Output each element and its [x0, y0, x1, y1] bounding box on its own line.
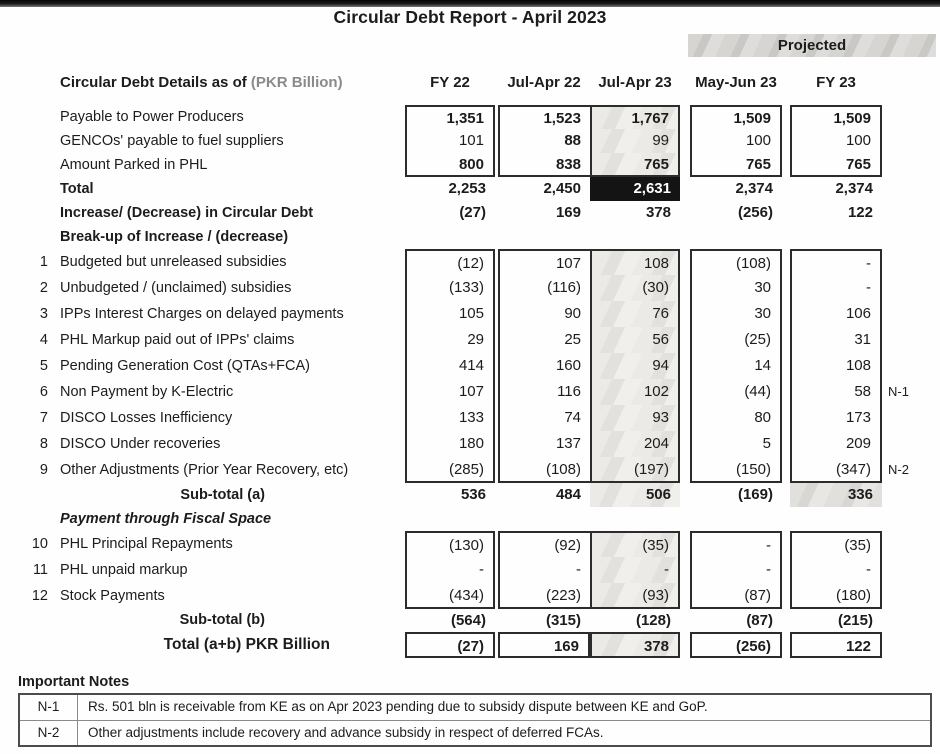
cell-fy22: (133)	[405, 275, 495, 301]
cell-fy23: 336	[790, 483, 882, 507]
section-heading-breakup	[0, 225, 940, 249]
column-header-julapr23: Jul-Apr 23	[598, 74, 672, 91]
table-row	[0, 583, 940, 609]
cell-fy23: (35)	[790, 531, 882, 557]
cell-fy23: 765	[790, 153, 882, 177]
cell-julapr22: (116)	[498, 275, 590, 301]
row-label: Payable to Power Producers	[60, 109, 244, 125]
row-label: Budgeted but unreleased subsidies	[60, 254, 287, 270]
cell-mayjun23: (87)	[746, 612, 773, 629]
cell-julapr23: 99	[590, 129, 680, 153]
table-row	[0, 405, 940, 431]
column-header-mayjun23: May-Jun 23	[695, 74, 777, 91]
cell-fy22: (285)	[405, 457, 495, 483]
cell-fy22: -	[405, 557, 495, 583]
cell-fy22: 2,253	[448, 180, 486, 197]
row-number: 12	[31, 588, 48, 604]
cell-mayjun23: (25)	[690, 327, 782, 353]
cell-julapr23: 93	[590, 405, 680, 431]
notes-table	[18, 693, 932, 747]
row-number: 6	[39, 384, 48, 400]
cell-mayjun23: (150)	[690, 457, 782, 483]
cell-fy23: 1,509	[790, 105, 882, 129]
report-title: Circular Debt Report - April 2023	[333, 7, 607, 27]
note-id: N-1	[20, 695, 78, 720]
table-row	[0, 153, 940, 177]
table-row	[0, 105, 940, 129]
table-row	[0, 457, 940, 483]
cell-julapr23: 76	[590, 301, 680, 327]
table-row	[0, 327, 940, 353]
report-table	[0, 105, 940, 658]
notes-heading: Important Notes	[18, 674, 130, 690]
cell-julapr22: (315)	[545, 612, 581, 629]
header-label-text: Circular Debt Details as of	[60, 74, 247, 91]
note-row	[20, 695, 930, 720]
cell-julapr23: (35)	[590, 531, 680, 557]
note-text: Rs. 501 bln is receivable from KE as on Apr 2023 pending due to subsidy dispute between KE and GoP.	[88, 699, 708, 714]
cell-julapr23: 506	[590, 483, 680, 507]
table-row-subtotal-a	[0, 483, 940, 507]
cell-julapr22: 88	[498, 129, 590, 153]
cell-mayjun23: 30	[690, 275, 782, 301]
table-row	[0, 557, 940, 583]
column-header-fy22: FY 22	[430, 74, 470, 91]
cell-fy23: 108	[790, 353, 882, 379]
cell-julapr23: 378	[590, 632, 680, 658]
cell-mayjun23: (169)	[737, 486, 773, 503]
column-header-julapr22: Jul-Apr 22	[507, 74, 581, 91]
table-row	[0, 531, 940, 557]
cell-julapr23: 765	[590, 153, 680, 177]
cell-mayjun23: 1,509	[690, 105, 782, 129]
cell-julapr22: 838	[498, 153, 590, 177]
row-number: 3	[39, 306, 48, 322]
cell-julapr23: (128)	[635, 612, 671, 629]
table-row	[0, 301, 940, 327]
cell-fy22: 29	[405, 327, 495, 353]
cell-fy23: (215)	[837, 612, 873, 629]
cell-fy23: 58	[790, 379, 882, 405]
cell-mayjun23: 14	[690, 353, 782, 379]
cell-fy22: 180	[405, 431, 495, 457]
row-label: Total	[60, 181, 94, 197]
cell-julapr22: (223)	[498, 583, 590, 609]
row-number: 1	[39, 254, 48, 270]
cell-fy23: 106	[790, 301, 882, 327]
cell-fy22: (27)	[405, 632, 495, 658]
cell-julapr22: 484	[555, 486, 581, 503]
cell-fy23: 100	[790, 129, 882, 153]
header-unit-text: (PKR Billion)	[250, 74, 343, 91]
cell-fy23: (180)	[790, 583, 882, 609]
cell-fy23: -	[790, 249, 882, 275]
important-notes-section	[18, 674, 932, 747]
cell-mayjun23: (44)	[690, 379, 782, 405]
row-number: 11	[32, 562, 48, 578]
cell-mayjun23: -	[690, 557, 782, 583]
table-row-grand-total	[0, 632, 940, 658]
row-label: Unbudgeted / (unclaimed) subsidies	[60, 280, 292, 296]
cell-mayjun23: (108)	[690, 249, 782, 275]
cell-fy23: 122	[790, 632, 882, 658]
cell-fy22: (564)	[450, 612, 486, 629]
row-label: DISCO Losses Inefficiency	[60, 410, 233, 426]
row-number: 8	[39, 436, 48, 452]
cell-fy23: 2,374	[835, 180, 873, 197]
note-reference: N-2	[888, 462, 909, 477]
cell-mayjun23: 765	[690, 153, 782, 177]
row-number: 2	[39, 280, 48, 296]
cell-julapr23: 204	[590, 431, 680, 457]
cell-julapr23: (93)	[590, 583, 680, 609]
cell-julapr22: 25	[498, 327, 590, 353]
cell-julapr22: 137	[498, 431, 590, 457]
section-heading-label: Payment through Fiscal Space	[60, 511, 272, 527]
row-label: PHL unpaid markup	[60, 562, 188, 578]
cell-fy22: 800	[405, 153, 495, 177]
projected-banner: Projected	[688, 34, 936, 57]
row-label: Sub-total (b)	[179, 612, 265, 628]
cell-fy22: (434)	[405, 583, 495, 609]
table-row	[0, 275, 940, 301]
cell-mayjun23: (256)	[690, 632, 782, 658]
cell-fy23: 122	[847, 204, 873, 221]
cell-fy22: 107	[405, 379, 495, 405]
cell-fy23: 173	[790, 405, 882, 431]
cell-fy22: 133	[405, 405, 495, 431]
row-label: DISCO Under recoveries	[60, 436, 221, 452]
cell-julapr22: 160	[498, 353, 590, 379]
row-number: 7	[39, 410, 48, 426]
table-row-total	[0, 177, 940, 201]
row-label: GENCOs' payable to fuel suppliers	[60, 133, 284, 149]
cell-fy22: (130)	[405, 531, 495, 557]
row-number: 4	[39, 332, 48, 348]
row-label: PHL Principal Repayments	[60, 536, 233, 552]
row-label: IPPs Interest Charges on delayed payments	[60, 306, 344, 322]
cell-fy23: 209	[790, 431, 882, 457]
table-row	[0, 379, 940, 405]
cell-mayjun23: 5	[690, 431, 782, 457]
row-number: 10	[31, 536, 48, 552]
cell-julapr23: 378	[645, 204, 671, 221]
table-row-subtotal-b	[0, 609, 940, 632]
table-header-row	[0, 74, 940, 96]
row-label: Total (a+b) PKR Billion	[163, 636, 330, 653]
cell-julapr22: 169	[555, 204, 581, 221]
cell-mayjun23: -	[690, 531, 782, 557]
cell-fy22: 105	[405, 301, 495, 327]
section-heading-label: Break-up of Increase / (decrease)	[60, 229, 289, 245]
cell-fy22: 536	[460, 486, 486, 503]
cell-julapr23: 94	[590, 353, 680, 379]
cell-fy23: -	[790, 275, 882, 301]
row-number: 5	[39, 358, 48, 374]
row-label: PHL Markup paid out of IPPs' claims	[60, 332, 295, 348]
cell-julapr23: -	[590, 557, 680, 583]
row-label: Other Adjustments (Prior Year Recovery, etc)	[60, 462, 349, 478]
cell-fy22: (12)	[405, 249, 495, 275]
cell-julapr23: 108	[590, 249, 680, 275]
column-header-fy23: FY 23	[816, 74, 856, 91]
cell-fy23: (347)	[790, 457, 882, 483]
cell-julapr23: (197)	[590, 457, 680, 483]
cell-mayjun23: 2,374	[735, 180, 773, 197]
cell-fy22: 101	[405, 129, 495, 153]
row-number: 9	[39, 462, 48, 478]
cell-fy22: (27)	[459, 204, 486, 221]
cell-julapr23: 102	[590, 379, 680, 405]
cell-julapr22: 116	[498, 379, 590, 405]
note-id: N-2	[20, 721, 78, 745]
cell-julapr22: 1,523	[498, 105, 590, 129]
cell-julapr23: 56	[590, 327, 680, 353]
cell-mayjun23: (256)	[737, 204, 773, 221]
row-label: Increase/ (Decrease) in Circular Debt	[60, 205, 314, 221]
section-heading-fiscal-space	[0, 507, 940, 531]
cell-mayjun23: 30	[690, 301, 782, 327]
row-label: Sub-total (a)	[180, 487, 265, 503]
table-row	[0, 353, 940, 379]
cell-fy22: 1,351	[405, 105, 495, 129]
cell-mayjun23: 80	[690, 405, 782, 431]
cell-julapr22: 90	[498, 301, 590, 327]
cell-julapr23-highlighted: 2,631	[590, 177, 680, 201]
cell-fy22: 414	[405, 353, 495, 379]
cell-mayjun23: 100	[690, 129, 782, 153]
cell-julapr22: (108)	[498, 457, 590, 483]
cell-fy23: -	[790, 557, 882, 583]
note-row	[20, 720, 930, 745]
cell-julapr22: 74	[498, 405, 590, 431]
scan-edge-artifact	[0, 0, 940, 7]
cell-julapr22: 169	[498, 632, 590, 658]
table-row-increase	[0, 201, 940, 225]
row-label: Non Payment by K-Electric	[60, 384, 234, 400]
row-label: Stock Payments	[60, 588, 165, 604]
row-label: Pending Generation Cost (QTAs+FCA)	[60, 358, 310, 374]
note-reference: N-1	[888, 384, 909, 399]
cell-julapr23: (30)	[590, 275, 680, 301]
table-header-label	[60, 74, 343, 91]
table-row	[0, 129, 940, 153]
cell-julapr22: -	[498, 557, 590, 583]
cell-julapr22: 107	[498, 249, 590, 275]
cell-julapr23: 1,767	[590, 105, 680, 129]
note-text: Other adjustments include recovery and advance subsidy in respect of deferred FCAs.	[88, 725, 604, 740]
cell-mayjun23: (87)	[690, 583, 782, 609]
cell-julapr22: 2,450	[543, 180, 581, 197]
row-label: Amount Parked in PHL	[60, 157, 208, 173]
cell-fy23: 31	[790, 327, 882, 353]
table-row	[0, 431, 940, 457]
table-row	[0, 249, 940, 275]
cell-julapr22: (92)	[498, 531, 590, 557]
